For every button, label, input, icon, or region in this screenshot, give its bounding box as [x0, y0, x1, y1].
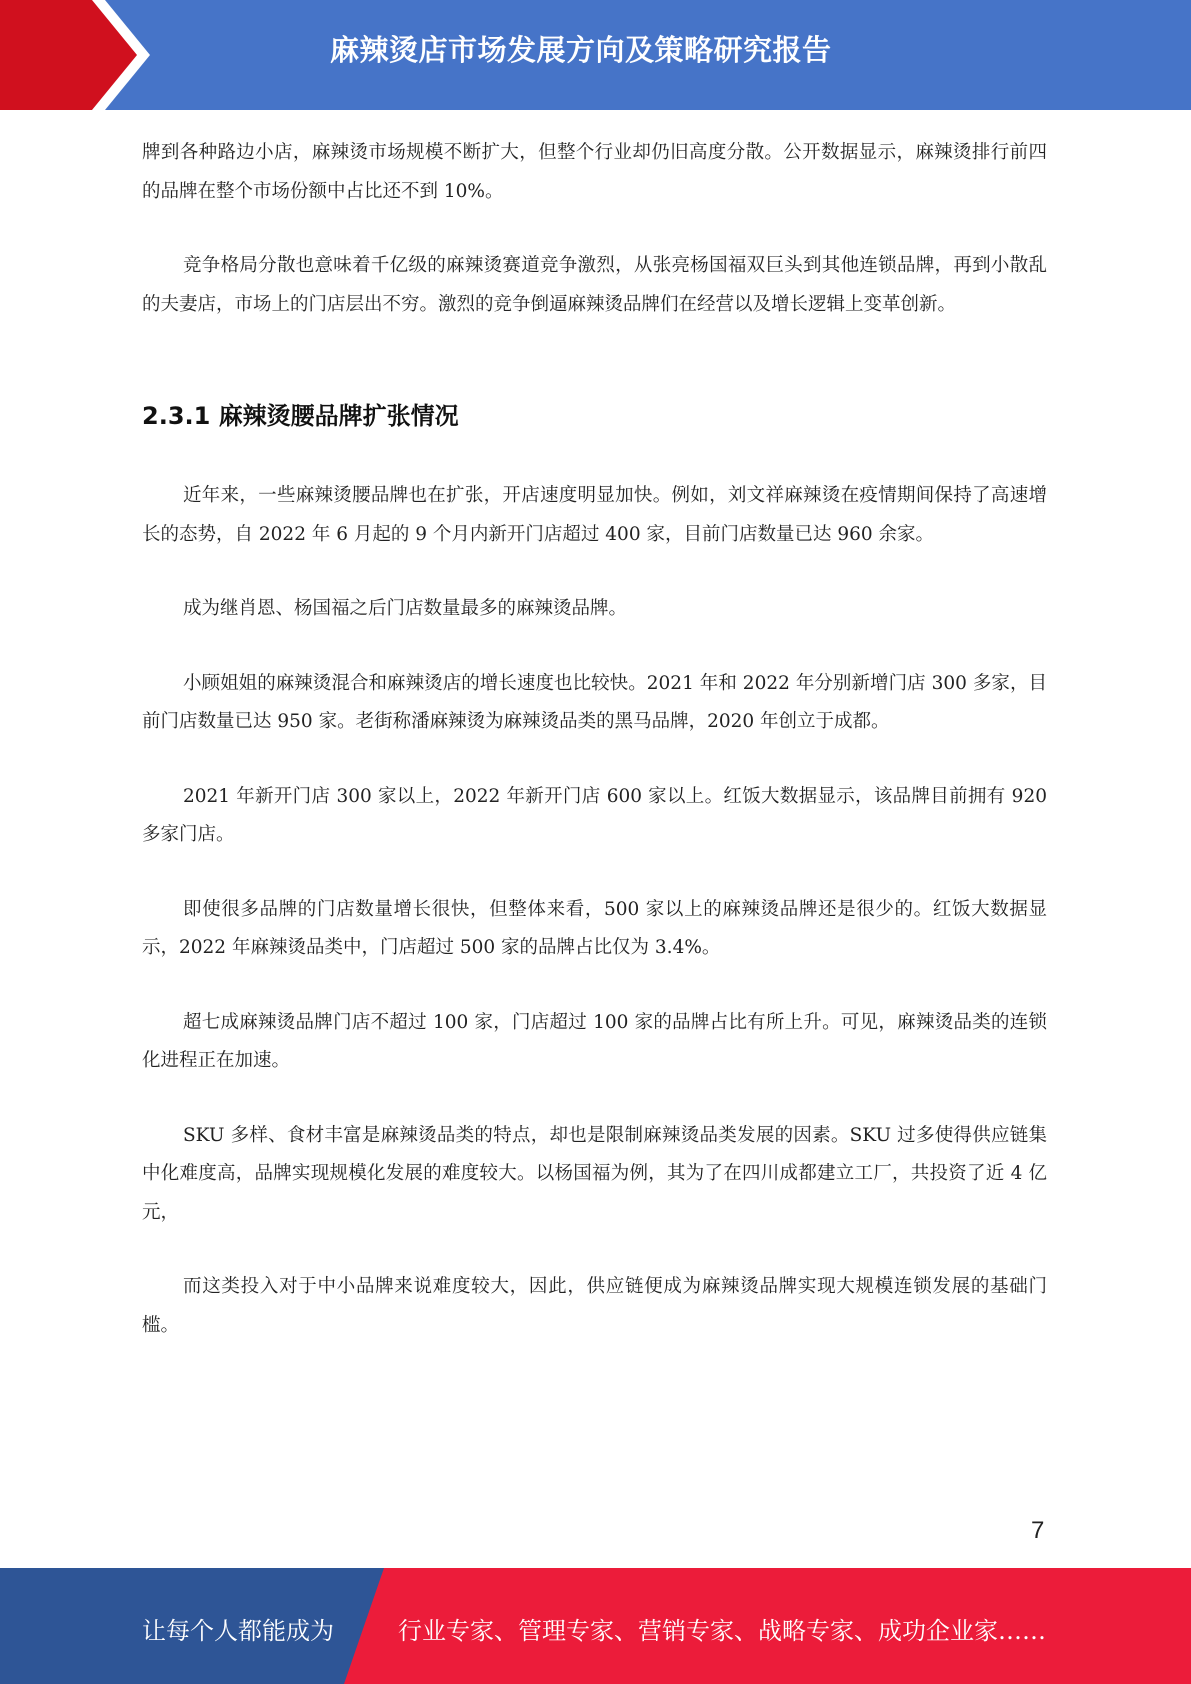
footer-slogan-left: 让每个人都能成为	[142, 1617, 334, 1645]
page-footer	[0, 1568, 1191, 1684]
page-number: 7	[1031, 1517, 1045, 1544]
header-chevron-decoration	[0, 0, 160, 110]
paragraph-chain-progress: 超七成麻辣烫品牌门店不超过 100 家，门店超过 100 家的品牌占比有所上升。可见，麻辣烫品类的连锁化进程正在加速。	[142, 1011, 1047, 1071]
page-header	[0, 0, 1191, 110]
paragraph-brand-expansion: 近年来，一些麻辣烫腰品牌也在扩张，开店速度明显加快。例如，刘文祥麻辣烫在疫情期间保持了高速增长的态势，自 2022 年 6 月起的 9 个月内新开门店超过 400 家，目前门店数量已达 960 余家。	[142, 485, 1047, 545]
paragraph-supply-threshold: 而这类投入对于中小品牌来说难度较大，因此，供应链便成为麻辣烫品牌实现大规模连锁发展的基础门槛。	[142, 1276, 1047, 1336]
section-heading: 2.3.1 麻辣烫腰品牌扩张情况	[142, 402, 459, 430]
paragraph-third-largest: 成为继肖恩、杨国福之后门店数量最多的麻辣烫品牌。	[183, 598, 628, 619]
paragraph-growth-speed: 小顾姐姐的麻辣烫混合和麻辣烫店的增长速度也比较快。2021 年和 2022 年分别新增门店 300 多家，目前门店数量已达 950 家。老街称潘麻辣烫为麻辣烫品类的黑马品牌，2020 年创立于成都。	[142, 672, 1047, 732]
paragraph-competition: 竞争格局分散也意味着千亿级的麻辣烫赛道竞争激烈，从张亮杨国福双巨头到其他连锁品牌，再到小散乱的夫妻店，市场上的门店层出不穷。激烈的竞争倒逼麻辣烫品牌们在经营以及增长逻辑上变革创新。	[142, 255, 1047, 315]
body-main	[142, 477, 1047, 1345]
footer-slogan-right: 行业专家、管理专家、营销专家、战略专家、成功企业家……	[398, 1617, 1046, 1645]
paragraph-few-large-brands: 即使很多品牌的门店数量增长很快，但整体来看，500 家以上的麻辣烫品牌还是很少的。红饭大数据显示，2022 年麻辣烫品类中，门店超过 500 家的品牌占比仅为 3.4%。	[142, 898, 1047, 958]
report-title: 麻辣烫店市场发展方向及策略研究报告	[330, 33, 832, 67]
paragraph-new-stores: 2021 年新开门店 300 家以上，2022 年新开门店 600 家以上。红饭大数据显示，该品牌目前拥有 920 多家门店。	[142, 785, 1047, 845]
paragraph-market-scale: 牌到各种路边小店，麻辣烫市场规模不断扩大，但整个行业却仍旧高度分散。公开数据显示，麻辣烫排行前四的品牌在整个市场份额中占比还不到 10%。	[142, 142, 1047, 202]
paragraph-sku-supply-chain: SKU 多样、食材丰富是麻辣烫品类的特点，却也是限制麻辣烫品类发展的因素。SKU 过多使得供应链集中化难度高，品牌实现规模化发展的难度较大。以杨国福为例，其为了在四川成都建立工厂，共投资了近 4 亿元，	[142, 1124, 1047, 1223]
body-top	[142, 134, 1047, 324]
